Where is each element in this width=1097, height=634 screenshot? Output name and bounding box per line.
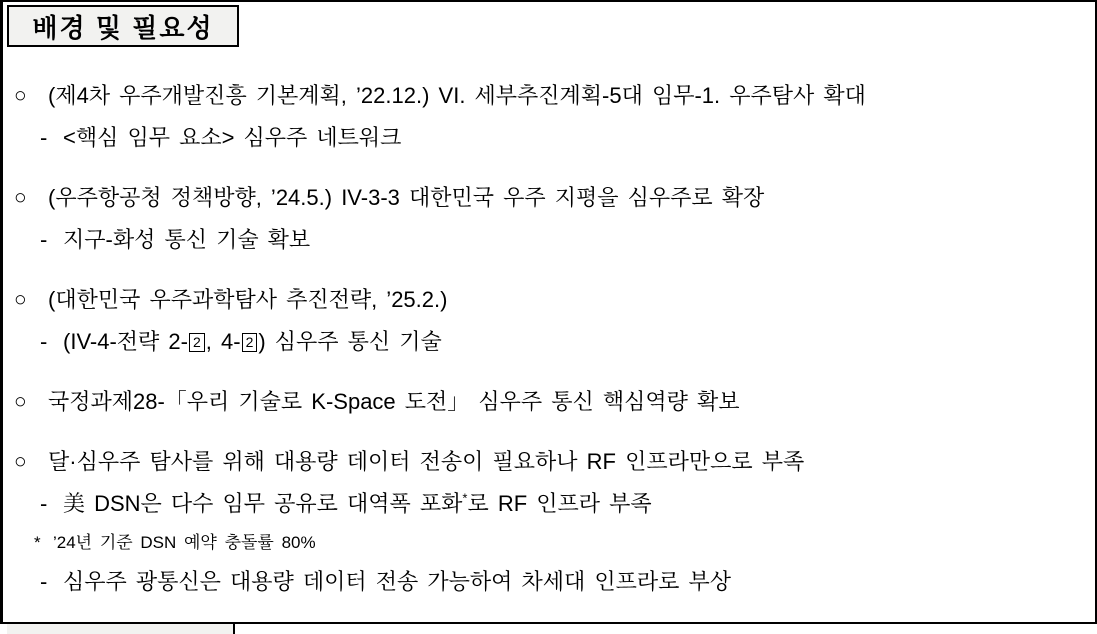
sub-item-text-segment: 로 RF 인프라 부족 [467, 491, 652, 516]
bullet-text: 달·심우주 탐사를 위해 대용량 데이터 전송이 필요하나 RF 인프라만으로 부족 [48, 449, 805, 474]
sub-item-text: <핵심 임무 요소> 심우주 네트워크 [63, 125, 402, 150]
sub-item-text-segment: (IV-4-전략 2- [63, 329, 188, 354]
footnote-asterisk-icon: * [462, 490, 468, 506]
bullet-item [14, 448, 1077, 490]
bullet-group [14, 184, 1077, 268]
sub-item [40, 328, 1077, 370]
bullet-group [14, 286, 1077, 370]
bullet-text: 국정과제28-「우리 기술로 K-Space 도전」 심우주 통신 핵심역량 확보 [48, 389, 740, 414]
sub-item-text-segment: , 4- [205, 329, 241, 354]
boxed-digit-icon: 2 [189, 333, 205, 352]
sub-item-text: 심우주 광통신은 대용량 데이터 전송 가능하여 차세대 인프라로 부상 [63, 569, 731, 594]
circle-bullet-icon: ○ [14, 84, 27, 107]
bullet-text: (우주항공청 정책방향, ’24.5.) IV-3-3 대한민국 우주 지평을 심우주로 확장 [48, 185, 765, 210]
circle-bullet-icon: ○ [14, 186, 27, 209]
dash-bullet-icon: - [40, 227, 48, 252]
sub-item-text [63, 490, 652, 518]
sub-item [40, 568, 1077, 610]
section-content [0, 46, 1091, 610]
sub-item [40, 226, 1077, 268]
bullet-group [14, 448, 1077, 610]
dash-bullet-icon: - [40, 569, 48, 594]
asterisk-icon: * [34, 533, 41, 552]
circle-bullet-icon: ○ [14, 450, 27, 473]
sub-item-text: 지구-화성 통신 기술 확보 [63, 227, 311, 252]
sub-item-text-segment: 美 DSN은 다수 임무 공유로 대역폭 포화 [63, 491, 463, 516]
bullet-item [14, 184, 1077, 226]
footnote [34, 532, 1077, 568]
dash-bullet-icon: - [40, 491, 48, 516]
bullet-group [14, 388, 1077, 430]
sub-item [40, 124, 1077, 166]
bullet-group [14, 82, 1077, 166]
dash-bullet-icon: - [40, 329, 48, 354]
bullet-item [14, 388, 1077, 430]
boxed-digit-icon: 2 [242, 333, 258, 352]
sub-item-text [63, 328, 442, 356]
sub-item-text-segment: ) 심우주 통신 기술 [258, 329, 442, 354]
bullet-item [14, 82, 1077, 124]
next-section-box-partial [7, 624, 235, 634]
footnote-text: ’24년 기준 DSN 예약 충돌률 80% [53, 533, 316, 552]
circle-bullet-icon: ○ [14, 390, 27, 413]
sub-item [40, 490, 1077, 532]
bullet-item [14, 286, 1077, 328]
bullet-text: (제4차 우주개발진흥 기본계획, ’22.12.) VI. 세부추진계획-5대 임무-1. 우주탐사 확대 [48, 83, 866, 108]
dash-bullet-icon: - [40, 125, 48, 150]
section-title-box [7, 5, 239, 47]
bullet-text: (대한민국 우주과학탐사 추진전략, ’25.2.) [48, 287, 448, 312]
circle-bullet-icon: ○ [14, 288, 27, 311]
section-title: 배경 및 필요성 [32, 12, 214, 43]
